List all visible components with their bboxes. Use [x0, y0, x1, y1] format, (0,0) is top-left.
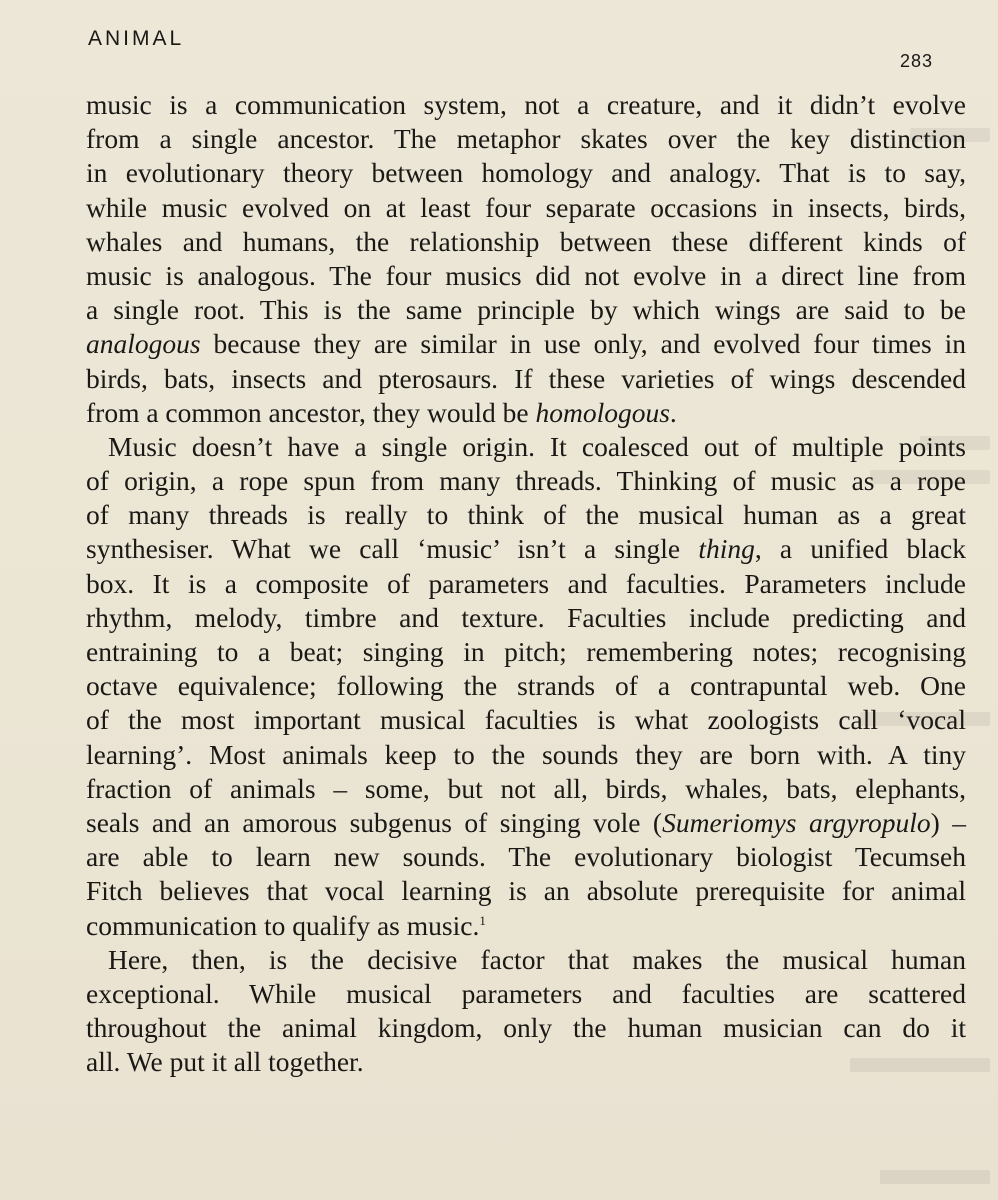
page-number: 283: [900, 51, 934, 71]
text-line: a single root. This is the same principle by which wings are said to be: [86, 294, 966, 326]
footnote-reference[interactable]: 1: [479, 912, 486, 928]
text-line: of origin, a rope spun from many threads. Thinking of music as a rope: [86, 465, 966, 497]
text-line: whales and humans, the relationship between these different kinds of: [86, 225, 966, 257]
text-line: from a single ancestor. The metaphor skates over the key distinction: [86, 123, 966, 155]
paragraph: [86, 943, 966, 1080]
text-line: learning’. Most animals keep to the sounds they are born with. A tiny: [86, 738, 966, 770]
text-line-with-italic: analogous because they are similar in use only, and evolved four times in: [86, 328, 966, 360]
italic-term: analogous: [86, 328, 201, 360]
text-line-with-italic: from a common ancestor, they would be homologous.: [86, 396, 677, 428]
ghost-text-line: [880, 1170, 990, 1184]
body-text: [86, 88, 966, 1079]
text-line: of many threads is really to think of the musical human as a great: [86, 499, 966, 531]
text-line-with-footnote: [86, 909, 966, 943]
text-line: while music evolved on at least four separate occasions in insects, birds,: [86, 191, 966, 223]
text-line: Fitch believes that vocal learning is an absolute prerequisite for animal: [86, 875, 966, 907]
text-line: music is analogous. The four musics did not evolve in a direct line from: [86, 259, 966, 291]
text-line: music is a communication system, not a creature, and it didn’t evolve: [86, 89, 966, 120]
text-line: octave equivalence; following the strands of a contrapuntal web. One: [86, 670, 966, 702]
text-line: fraction of animals – some, but not all, birds, whales, bats, elephants,: [86, 772, 966, 804]
italic-term: thing: [698, 533, 755, 565]
italic-term: Sumeriomys argyropulo: [662, 806, 931, 838]
text-line: exceptional. While musical parameters and faculties are scattered: [86, 977, 966, 1009]
text-line-content: communication to qualify as music.: [86, 909, 480, 941]
text-line: Music doesn’t have a single origin. It coalesced out of multiple points: [108, 430, 966, 462]
text-line: all. We put it all together.: [86, 1046, 364, 1078]
text-line: Here, then, is the decisive factor that makes the musical human: [108, 943, 966, 975]
text-line-with-italic: seals and an amorous subgenus of singing vole (Sumeriomys argyropulo) –: [86, 806, 966, 838]
text-line: in evolutionary theory between homology and analogy. That is to say,: [86, 157, 966, 189]
text-line-with-italic: synthesiser. What we call ‘music’ isn’t a single thing, a unified black: [86, 533, 966, 565]
italic-term: homologous: [535, 396, 670, 428]
paragraph: [86, 430, 966, 943]
text-line: are able to learn new sounds. The evolutionary biologist Tecumseh: [86, 841, 966, 873]
text-line: of the most important musical faculties is what zoologists call ‘vocal: [86, 704, 966, 736]
text-line: rhythm, melody, timbre and texture. Faculties include predicting and: [86, 601, 966, 633]
paragraph: [86, 88, 966, 430]
text-line: box. It is a composite of parameters and faculties. Parameters include: [86, 567, 966, 599]
text-line: throughout the animal kingdom, only the human musician can do it: [86, 1012, 966, 1044]
text-line: entraining to a beat; singing in pitch; remembering notes; recognising: [86, 636, 966, 667]
running-head: ANIMAL: [88, 27, 185, 50]
text-line: birds, bats, insects and pterosaurs. If these varieties of wings descended: [86, 362, 966, 394]
